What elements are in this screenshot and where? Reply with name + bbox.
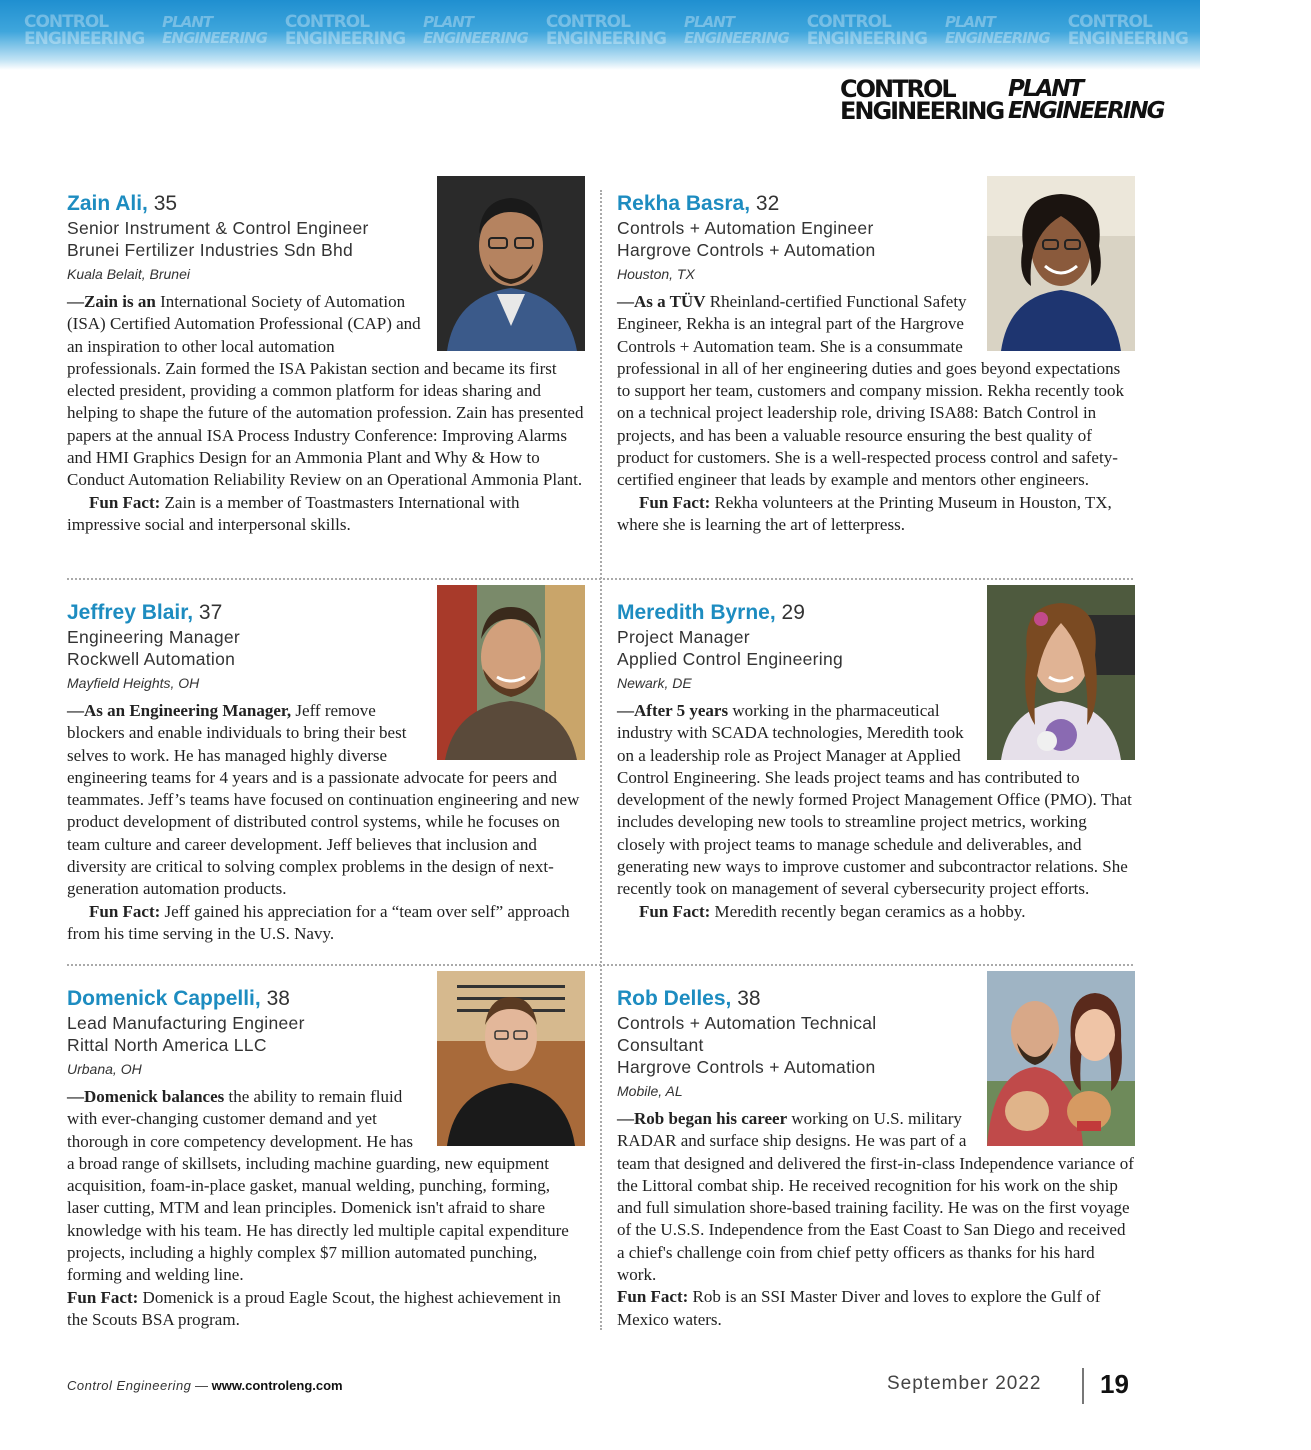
person-name: Jeffrey Blair, xyxy=(67,601,194,624)
banner-control-logo: CONTROL ENGINEERING xyxy=(1067,12,1188,49)
location: Kuala Belait, Brunei xyxy=(67,266,190,282)
profile-photo xyxy=(987,176,1135,351)
fun-fact-label: Fun Fact: xyxy=(639,901,711,921)
location: Houston, TX xyxy=(617,266,695,282)
banner-control-logo: CONTROL ENGINEERING xyxy=(284,12,406,49)
profile-card xyxy=(617,190,1135,536)
job-title: Controls + Automation Engineer xyxy=(617,218,874,238)
profile-photo xyxy=(987,971,1135,1146)
footer-url-link[interactable]: www.controleng.com xyxy=(211,1378,343,1393)
fun-fact-label: Fun Fact: xyxy=(639,492,711,512)
banner-control-logo: CONTROL ENGINEERING xyxy=(545,12,667,49)
banner-plant-logo: PLANT ENGINEERING xyxy=(423,13,528,47)
bio-text: Rheinland-certified Functional Safety Engineer, Rekha is an integral part of the Hargrove Controls + Automation team. She is a consummate professional in all of her engineering duties and goes beyond expectations to support her team, customers and company mission. Rekha recently took on a technical project leadership role, driving ISA88: Batch Control in projects, and has been a valuable resource ensuring the best quality of product for customers. She is a well-respected process control and safety-certified engineer that leads by example and mentors other engineers. xyxy=(617,292,1125,490)
bio-lead: —As a TÜV xyxy=(617,292,706,311)
profile-photo xyxy=(987,585,1135,760)
profile-card xyxy=(617,599,1135,923)
banner-control-logo: CONTROL ENGINEERING xyxy=(806,12,927,49)
company-name: Rockwell Automation xyxy=(67,649,236,669)
bio-lead: —Zain is an xyxy=(67,292,156,311)
banner-plant-logo: PLANT ENGINEERING xyxy=(944,13,1050,47)
person-name: Zain Ali, xyxy=(67,192,148,215)
profile-card xyxy=(617,985,1135,1331)
fun-fact-label: Fun Fact: xyxy=(617,1287,689,1307)
person-age: 38 xyxy=(737,987,761,1010)
footer-magazine-name: Control Engineering xyxy=(67,1378,192,1393)
banner-plant-logo: PLANT ENGINEERING xyxy=(684,13,789,47)
header-banner xyxy=(0,0,1311,70)
page-number: 19 xyxy=(1100,1369,1129,1399)
fun-fact-text: Domenick is a proud Eagle Scout, the highest achievement in the Scouts BSA program. xyxy=(67,1287,561,1329)
company-name: Applied Control Engineering xyxy=(617,649,844,669)
portrait-image xyxy=(987,176,1135,351)
person-age: 35 xyxy=(153,192,178,215)
footer-separator: — xyxy=(191,1378,212,1393)
bio-text: working in the pharmaceutical industry with SCADA technologies, Meredith took on a leadership role as Project Manager at Applied Control Engineering. She leads project teams and has contributed to development of the newly formed Project Management Office (PMO). That includes developing new tools to streamline project metrics, working closely with project teams to manage schedule and deliverables, and generating new ways to improve customer and subcontractor relations. She recently took on management of several cybersecurity project efforts. xyxy=(617,701,1132,899)
fun-fact-text: Jeff gained his appreciation for a “team over self” approach from his time serving in the U.S. Navy. xyxy=(67,901,570,943)
company-name: Rittal North America LLC xyxy=(67,1035,267,1055)
control-engineering-logo: CONTROL ENGINEERING xyxy=(840,75,1004,125)
job-title: Lead Manufacturing Engineer xyxy=(67,1013,305,1033)
portrait-image xyxy=(437,585,585,760)
banner-logo-pattern xyxy=(24,14,1311,48)
banner-control-logo: CONTROL ENGINEERING xyxy=(24,12,145,49)
fun-fact xyxy=(67,1287,585,1332)
portrait-image xyxy=(437,971,585,1146)
location: Mobile, AL xyxy=(617,1083,683,1099)
footer-divider xyxy=(1082,1368,1084,1404)
profile-card xyxy=(67,599,585,945)
job-title: Engineering Manager xyxy=(67,627,241,647)
fun-fact xyxy=(617,901,1135,923)
location: Newark, DE xyxy=(617,675,692,691)
company-name: Hargrove Controls + Automation xyxy=(617,240,876,260)
location: Urbana, OH xyxy=(67,1061,142,1077)
profile-photo xyxy=(437,585,585,760)
fun-fact xyxy=(617,1286,1135,1331)
fun-fact-text: Rekha volunteers at the Printing Museum in Houston, TX, where she is learning the art of letterpress. xyxy=(617,492,1112,534)
company-name: Brunei Fertilizer Industries Sdn Bhd xyxy=(67,240,354,260)
row-divider xyxy=(67,578,1133,580)
job-title: Controls + Automation Technical Consultant xyxy=(617,1013,877,1055)
person-age: 37 xyxy=(198,601,223,624)
profile-photo xyxy=(437,176,585,351)
person-name: Rekha Basra, xyxy=(617,192,751,215)
person-age: 38 xyxy=(266,987,290,1010)
profile-card xyxy=(67,985,585,1331)
portrait-image xyxy=(437,176,585,351)
person-age: 29 xyxy=(781,601,805,624)
footer-credit xyxy=(67,1378,343,1393)
issue-date: September 2022 xyxy=(887,1373,1042,1394)
fun-fact xyxy=(67,901,585,946)
fun-fact-text: Zain is a member of Toastmasters International with impressive social and interpersonal skills. xyxy=(67,492,520,534)
location: Mayfield Heights, OH xyxy=(67,675,200,691)
bio-lead: —Domenick balances xyxy=(67,1087,225,1106)
bio-text: the ability to remain fluid with ever-changing customer demand and yet thorough in core competency development. He has a broad range of skillsets, including machine guarding, new equipment acquisition, foam-in-place gasket, manual welding, punching, forming, laser cutting, MTM and lean principles. Domenick isn't afraid to share knowledge with his team. He has directly led multiple capital expenditure projects, including a highly complex $7 million automated punching, forming and welding line. xyxy=(67,1087,569,1285)
bio-text: working on U.S. military RADAR and surface ship designs. He was part of a team that designed and delivered the first-in-class Independence variance of the Littoral combat ship. He received recognition for his work on the ship and full simulation shore-based training facility. He was on the first voyage of the U.S.S. Independence from the East Coast to San Diego and received a chief's challenge coin from chief petty officers as thanks for his hard work. xyxy=(617,1109,1134,1285)
job-title: Project Manager xyxy=(617,627,750,647)
bio-lead: —As an Engineering Manager, xyxy=(67,701,292,720)
bio-lead: —Rob began his career xyxy=(617,1109,788,1128)
person-name: Domenick Cappelli, xyxy=(67,987,261,1010)
banner-plant-logo: PLANT ENGINEERING xyxy=(1205,13,1311,47)
fun-fact-text: Meredith recently began ceramics as a hobby. xyxy=(710,901,1026,921)
person-name: Meredith Byrne, xyxy=(617,601,776,624)
bio-text: International Society of Automation (ISA) Certified Automation Professional (CAP) and an inspiration to other local automation professionals. Zain formed the ISA Pakistan section and became its first elected president, providing a common platform for ideas sharing and helping to shape the future of the automation profession. Zain has presented papers at the annual ISA Process Industry Conference: Improving Alarms and HMI Graphics Design for an Ammonia Plant and Why & How to Conduct Automation Reliability Review on an Operational Ammonia Plant. xyxy=(67,292,584,490)
job-title: Senior Instrument & Control Engineer xyxy=(67,218,369,238)
person-age: 32 xyxy=(755,192,780,215)
portrait-image xyxy=(987,971,1135,1146)
fun-fact-label: Fun Fact: xyxy=(67,1287,139,1307)
plant-engineering-logo: PLANT ENGINEERING xyxy=(1008,76,1164,124)
fun-fact xyxy=(67,492,585,537)
fun-fact xyxy=(617,492,1135,537)
profile-card xyxy=(67,190,585,536)
bio-text: Jeff remove blockers and enable individuals to bring their best selves to work. He has managed highly diverse engineering teams for 4 years and is a passionate advocate for peers and teammates. Jeff’s teams have focused on continuation engineering and new product development of distributed control systems, while he focuses on team culture and career development. Jeff believes that inclusion and diversity are critical to solving complex problems in the design of next-generation automation products. xyxy=(67,701,580,899)
fun-fact-label: Fun Fact: xyxy=(89,492,161,512)
bio-lead: —After 5 years xyxy=(617,701,729,720)
portrait-image xyxy=(987,585,1135,760)
row-divider xyxy=(67,964,1133,966)
fun-fact-text: Rob is an SSI Master Diver and loves to explore the Gulf of Mexico waters. xyxy=(617,1287,1101,1329)
fun-fact-label: Fun Fact: xyxy=(89,901,161,921)
column-divider xyxy=(600,190,602,1330)
profile-photo xyxy=(437,971,585,1146)
banner-plant-logo: PLANT ENGINEERING xyxy=(162,13,267,47)
person-name: Rob Delles, xyxy=(617,987,732,1010)
company-name: Hargrove Controls + Automation xyxy=(617,1057,876,1077)
